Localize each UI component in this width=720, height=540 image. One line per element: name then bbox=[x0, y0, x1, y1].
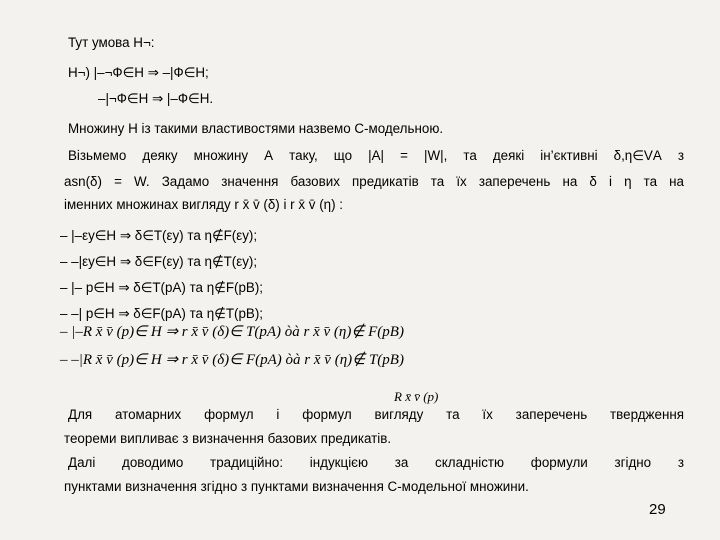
text-line: Тут умова Н¬: bbox=[68, 35, 155, 50]
text-line: іменних множинах вигляду r x̄ v̄ (δ) і r x̄ v̄ (η) : bbox=[64, 197, 343, 212]
formula-line: Н¬) |–¬Ф∈Н ⇒ –|Ф∈Н; bbox=[68, 65, 209, 80]
text-line: теореми випливає з визначення базових предикатів. bbox=[64, 431, 392, 446]
list-item: – |–εy∈H ⇒ δ∈T(εy) та η∉F(εy); bbox=[60, 228, 258, 243]
formula-line: – |–R x̄ v̄ (p)∈ H ⇒ r x̄ v̄ (δ)∈ T(pA) òà r x̄ v̄ (η)∉ F(pB) bbox=[60, 324, 404, 340]
text-line: asn(δ) = W. Задамо значення базових предикатів та їх заперечень на δ і η та на bbox=[64, 174, 684, 189]
text-line: Далі доводимо традиційно: індукцією за складністю формули згідно з bbox=[68, 455, 684, 470]
list-item: – –|εy∈H ⇒ δ∈F(εy) та η∉T(εy); bbox=[60, 254, 258, 269]
text-line: Множину Н із такими властивостями назвемо С-модельною. bbox=[68, 121, 444, 136]
text-line: Для атомарних формул і формул вигляду та їх заперечень твердження bbox=[68, 407, 684, 422]
list-item: – –| p∈H ⇒ δ∈F(pA) та η∉T(pB); bbox=[60, 306, 264, 321]
formula-inline: R x̄ v̄ (p) bbox=[394, 389, 439, 404]
text-line: пунктами визначення згідно з пунктами визначення С-модельної множини. bbox=[64, 479, 529, 494]
formula-line: – –|R x̄ v̄ (p)∈ H ⇒ r x̄ v̄ (δ)∈ F(pA) òà r x̄ v̄ (η)∉ T(pB) bbox=[60, 352, 404, 368]
text-line: Візьмемо деяку множину А таку, що |A| = |W|, та деякі ін’єктивні δ,η∈VА з bbox=[68, 148, 684, 163]
page-number: 29 bbox=[649, 501, 666, 518]
list-item: – |– p∈H ⇒ δ∈T(pA) та η∉F(pB); bbox=[60, 280, 264, 295]
formula-line: –|¬Ф∈Н ⇒ |–Ф∈Н. bbox=[98, 91, 214, 106]
